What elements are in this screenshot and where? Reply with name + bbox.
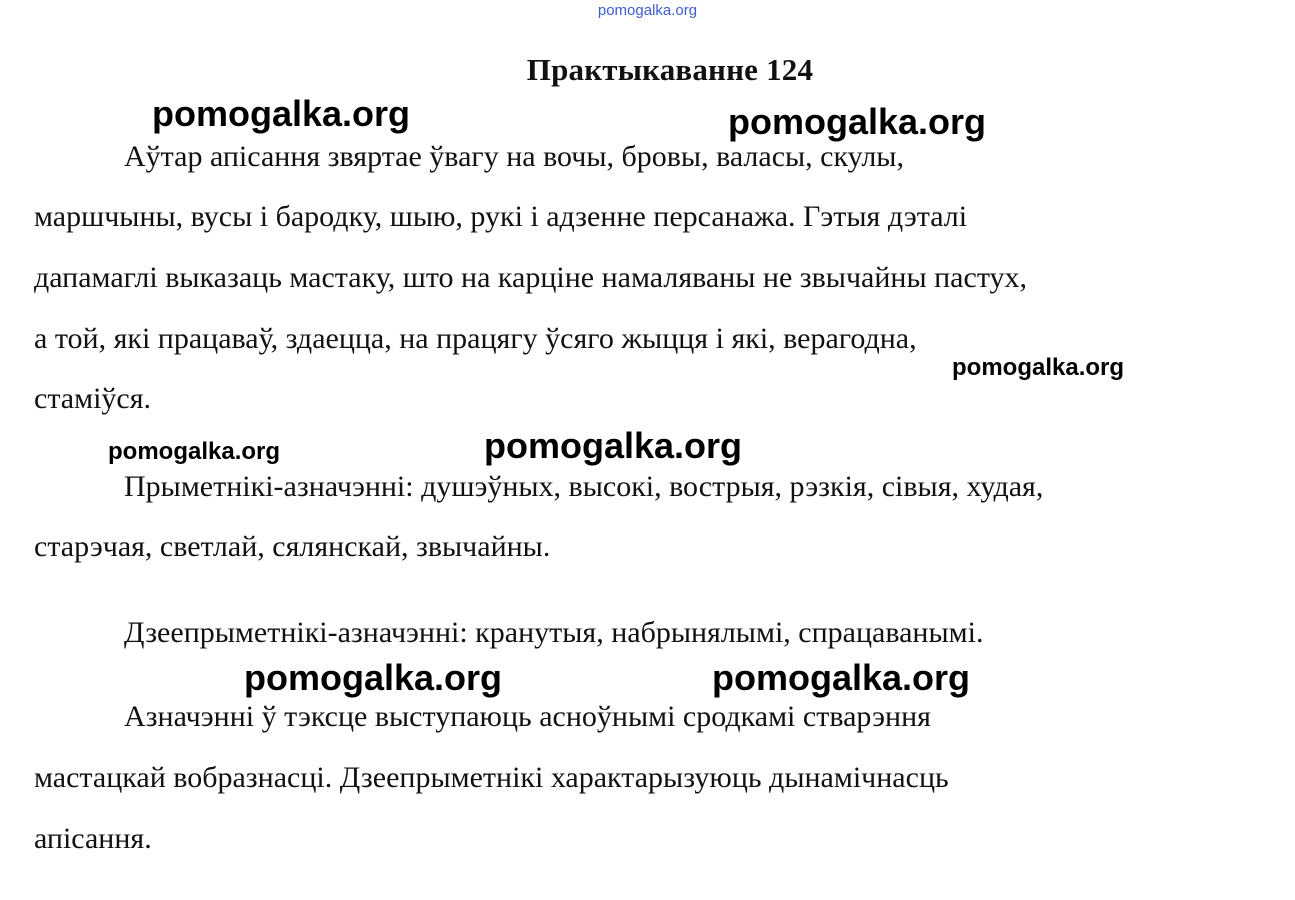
paragraph-2-line-1: Прыметнікі-азначэнні: душэўных, высокі, вострыя, рэзкія, сівыя, худая, <box>124 470 1044 503</box>
paragraph-4-line-2: мастацкай вобразнасці. Дзеепрыметнікі характарызуюць дынамічнасць <box>34 761 949 794</box>
watermark: pomogalka.org <box>484 425 743 466</box>
paragraph-1-line-1: Аўтар апісання звяртае ўвагу на вочы, бровы, валасы, скулы, <box>124 140 904 173</box>
paragraph-1-line-5: стаміўся. <box>34 382 152 415</box>
watermark: pomogalka.org <box>152 93 411 134</box>
page-title: Практыкаванне 124 <box>526 52 814 87</box>
paragraph-2-line-2: старэчая, светлай, сялянскай, звычайны. <box>34 530 551 563</box>
watermark: pomogalka.org <box>244 657 503 698</box>
paragraph-4-line-1: Азначэнні ў тэксце выступаюць асноўнымі сродкамі стварэння <box>124 700 931 733</box>
paragraph-1-line-2: маршчыны, вусы і бародку, шыю, рукі і адзенне персанажа. Гэтыя дэталі <box>34 200 968 233</box>
site-link[interactable]: pomogalka.org <box>597 2 698 19</box>
paragraph-3-line-1: Дзеепрыметнікі-азначэнні: кранутыя, набрынялымі, спрацаванымі. <box>124 616 984 649</box>
paragraph-4-line-3: апісання. <box>34 822 152 855</box>
watermark: pomogalka.org <box>952 354 1125 381</box>
paragraph-1-line-4: а той, які працаваў, здаецца, на працягу ўсяго жыцця і які, верагодна, <box>34 322 917 355</box>
watermark: pomogalka.org <box>108 438 281 465</box>
watermark: pomogalka.org <box>712 657 971 698</box>
watermark: pomogalka.org <box>728 101 987 142</box>
paragraph-1-line-3: дапамаглі выказаць мастаку, што на карціне намаляваны не звычайны пастух, <box>34 261 1028 294</box>
